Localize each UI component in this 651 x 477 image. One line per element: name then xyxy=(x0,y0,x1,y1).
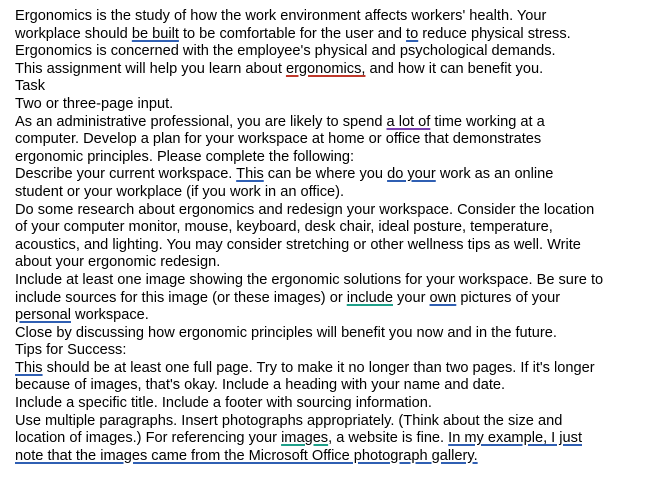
text-line xyxy=(15,43,647,61)
text-run: Use multiple paragraphs. Insert photographs appropriately. (Think about the size and xyxy=(15,412,563,429)
text-line xyxy=(15,61,647,79)
text-run: Two or three-page input. xyxy=(15,95,174,112)
section-heading: Tips for Success: xyxy=(15,342,127,359)
text-run: This assignment will help you learn about xyxy=(15,60,286,77)
text-line xyxy=(15,166,647,184)
grammar-flag[interactable]: This xyxy=(236,166,264,183)
text-line xyxy=(15,342,647,360)
section-heading: Task xyxy=(15,78,46,95)
text-run: acoustics, and lighting. You may consider stretching or other wellness tips as well. Write xyxy=(15,236,581,253)
text-run: Do some research about ergonomics and redesign your workspace. Consider the location xyxy=(15,201,595,218)
grammar-flag[interactable]: do your xyxy=(387,166,436,183)
grammar-flag[interactable]: own xyxy=(429,289,457,306)
text-line xyxy=(15,219,647,237)
text-line xyxy=(15,78,647,96)
text-line xyxy=(15,237,647,255)
editor-flag[interactable]: include xyxy=(346,289,393,306)
text-run: because of images, that's okay. Include a heading with your name and date. xyxy=(15,377,506,394)
text-line xyxy=(15,254,647,272)
text-line xyxy=(15,377,647,395)
text-line xyxy=(15,307,647,325)
text-run: As an administrative professional, you are likely to spend xyxy=(15,113,387,130)
text-run: pictures of your xyxy=(456,289,561,306)
text-run: Ergonomics is concerned with the employee's physical and psychological demands. xyxy=(15,43,556,60)
grammar-flag[interactable]: note that the images came from the Microsoft Office photograph gallery. xyxy=(15,447,478,464)
text-run: about your ergonomic redesign. xyxy=(15,254,221,271)
text-run: include sources for this image (or these images) or xyxy=(15,289,347,306)
grammar-flag[interactable]: personal xyxy=(15,307,71,324)
text-run: workplace should xyxy=(15,25,132,42)
text-run: workspace. xyxy=(70,307,149,324)
grammar-flag[interactable]: In my example, I just xyxy=(448,430,582,447)
text-run: Close by discussing how ergonomic principles will benefit you now and in the future. xyxy=(15,324,557,341)
text-line xyxy=(15,413,647,431)
text-line xyxy=(15,272,647,290)
text-run: , a website is fine. xyxy=(328,430,449,447)
text-run: of your computer monitor, mouse, keyboard, desk chair, ideal posture, temperature, xyxy=(15,219,553,236)
text-line xyxy=(15,184,647,202)
grammar-flag[interactable]: be built xyxy=(131,25,179,42)
text-line xyxy=(15,202,647,220)
text-line xyxy=(15,8,647,26)
text-run: Ergonomics is the study of how the work environment affects workers' health. Your xyxy=(15,8,547,24)
text-run: location of images.) For referencing your xyxy=(15,430,282,447)
spelling-flag[interactable]: ergonomics, xyxy=(285,60,366,77)
text-line xyxy=(15,96,647,114)
text-run: to be comfortable for the user and xyxy=(178,25,407,42)
text-run: can be where you xyxy=(263,166,388,183)
grammar-flag[interactable]: to xyxy=(406,25,419,42)
text-run: work as an online xyxy=(435,166,554,183)
text-line xyxy=(15,26,647,44)
text-run: and how it can benefit you. xyxy=(365,60,544,77)
text-run: should be at least one full page. Try to make it no longer than two pages. If it's longer xyxy=(42,359,595,376)
editor-flag[interactable]: a lot of xyxy=(386,113,431,130)
text-run: student or your workplace (if you work in an office). xyxy=(15,183,345,200)
text-run: time working at a xyxy=(430,113,545,130)
text-run: ergonomic principles. Please complete the following: xyxy=(15,148,355,165)
text-line xyxy=(15,448,647,466)
document-body xyxy=(15,8,647,465)
text-run: your xyxy=(393,289,430,306)
text-line xyxy=(15,131,647,149)
text-line xyxy=(15,395,647,413)
text-line xyxy=(15,360,647,378)
editor-flag[interactable]: images xyxy=(281,430,329,447)
text-line xyxy=(15,430,647,448)
text-line xyxy=(15,114,647,132)
text-run: reduce physical stress. xyxy=(418,25,571,42)
text-run: Include a specific title. Include a footer with sourcing information. xyxy=(15,395,432,412)
text-line xyxy=(15,290,647,308)
text-run: Include at least one image showing the ergonomic solutions for your workspace. Be sure to xyxy=(15,271,604,288)
grammar-flag[interactable]: This xyxy=(15,359,43,376)
text-run: Describe your current workspace. xyxy=(15,166,237,183)
text-line xyxy=(15,325,647,343)
text-run: computer. Develop a plan for your workspace at home or office that demonstrates xyxy=(15,131,542,148)
text-line xyxy=(15,149,647,167)
